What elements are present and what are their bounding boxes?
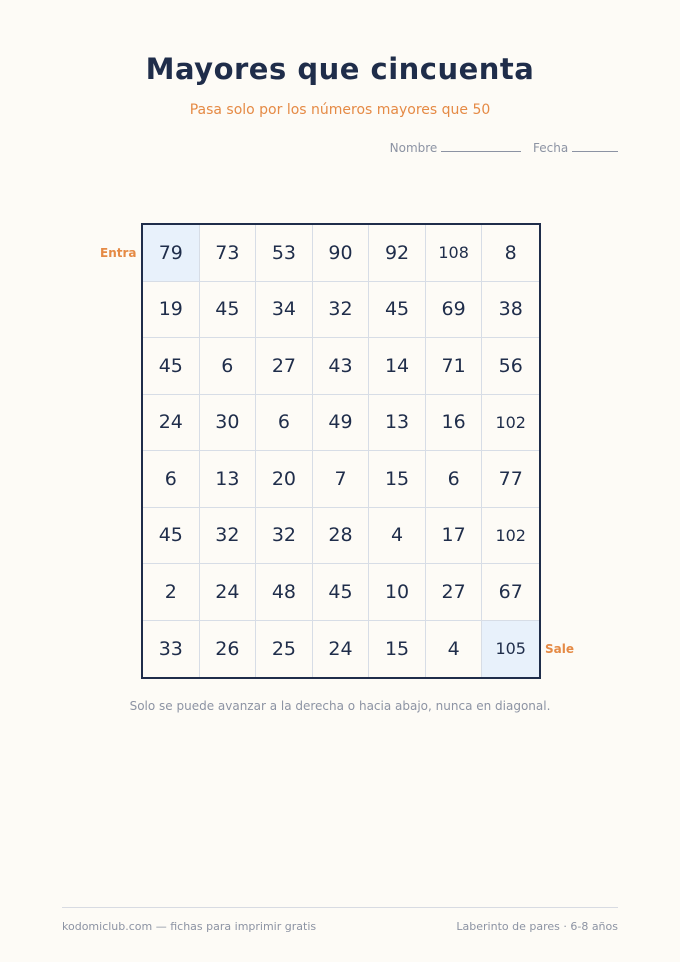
maze-cell: 45 <box>200 282 257 339</box>
maze-cell: 2 <box>143 564 200 621</box>
maze-cell: 49 <box>313 395 370 452</box>
maze-cell: 30 <box>200 395 257 452</box>
rule-text: Solo se puede avanzar a la derecha o hacia abajo, nunca en diagonal. <box>129 699 551 713</box>
maze-entry-label: Entra <box>100 246 137 260</box>
maze-exit-label: Sale <box>545 642 574 656</box>
maze-cell: 27 <box>426 564 483 621</box>
maze-cell: 48 <box>256 564 313 621</box>
maze-cell: 19 <box>143 282 200 339</box>
date-label: Fecha <box>532 141 569 155</box>
maze-cell: 108 <box>426 225 483 282</box>
maze-cell: 14 <box>369 338 426 395</box>
maze-cell: 20 <box>256 451 313 508</box>
maze-cell: 45 <box>313 564 370 621</box>
maze-cell: 16 <box>426 395 483 452</box>
maze-cell: 45 <box>143 338 200 395</box>
footer-worksheet-info: Laberinto de pares · 6-8 años <box>456 920 618 933</box>
maze-cell: 17 <box>426 508 483 565</box>
maze-cell: 6 <box>200 338 257 395</box>
maze-cell: 24 <box>143 395 200 452</box>
maze-cell: 33 <box>143 621 200 678</box>
footer-site-text: kodomiclub.com — fichas para imprimir gratis <box>62 920 317 933</box>
maze-cell: 45 <box>369 282 426 339</box>
maze-cell: 56 <box>482 338 539 395</box>
maze-cell: 90 <box>313 225 370 282</box>
maze-cell: 8 <box>482 225 539 282</box>
maze-cell: 71 <box>426 338 483 395</box>
maze-cell: 27 <box>256 338 313 395</box>
maze-cell: 15 <box>369 451 426 508</box>
maze-cell: 67 <box>482 564 539 621</box>
maze-cell: 69 <box>426 282 483 339</box>
page-title: Mayores que cincuenta <box>145 52 535 86</box>
name-date-fields <box>390 139 618 155</box>
maze-cell: 105 <box>482 621 539 678</box>
maze-cell: 102 <box>482 395 539 452</box>
maze-cell: 13 <box>200 451 257 508</box>
maze-cell: 73 <box>200 225 257 282</box>
maze-cell: 10 <box>369 564 426 621</box>
page-subtitle: Pasa solo por los números mayores que 50 <box>189 102 491 118</box>
maze-cell: 34 <box>256 282 313 339</box>
number-maze-grid <box>141 223 541 679</box>
maze-cell: 4 <box>369 508 426 565</box>
maze-cell: 92 <box>369 225 426 282</box>
maze-cell: 24 <box>200 564 257 621</box>
maze-cell: 43 <box>313 338 370 395</box>
maze-cell: 13 <box>369 395 426 452</box>
maze-cell: 102 <box>482 508 539 565</box>
maze-cell: 32 <box>256 508 313 565</box>
maze-cell: 25 <box>256 621 313 678</box>
maze-cell: 6 <box>143 451 200 508</box>
maze-cell: 28 <box>313 508 370 565</box>
maze-cell: 77 <box>482 451 539 508</box>
name-blank-line <box>441 139 521 152</box>
maze-cell: 45 <box>143 508 200 565</box>
maze-cell: 53 <box>256 225 313 282</box>
maze-cell: 38 <box>482 282 539 339</box>
maze-cell: 79 <box>143 225 200 282</box>
footer-divider <box>62 907 618 908</box>
maze-cell: 24 <box>313 621 370 678</box>
maze-cell: 6 <box>426 451 483 508</box>
maze-cell: 7 <box>313 451 370 508</box>
date-blank-line <box>572 139 618 152</box>
maze-cell: 32 <box>313 282 370 339</box>
maze-cell: 15 <box>369 621 426 678</box>
maze-cell: 32 <box>200 508 257 565</box>
maze-cell: 26 <box>200 621 257 678</box>
maze-cell: 4 <box>426 621 483 678</box>
maze-cell: 6 <box>256 395 313 452</box>
name-label: Nombre <box>389 141 438 155</box>
